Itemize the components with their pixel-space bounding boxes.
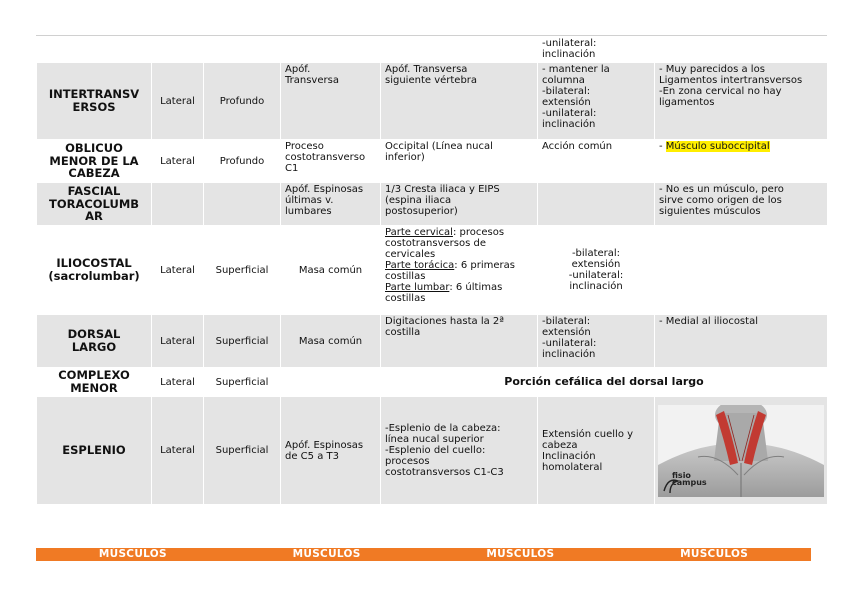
origen-line: Apóf. Espinosas: [285, 184, 364, 195]
origen-line: costotransverso: [285, 152, 366, 163]
notas-line: siguientes músculos: [659, 206, 761, 217]
accion-line: homolateral: [542, 461, 603, 473]
muscle-name: ILIOCOSTAL: [56, 256, 132, 271]
table-row: [37, 368, 828, 397]
muscle-name: CABEZA: [68, 166, 120, 181]
fisiocampus-logo: [672, 472, 707, 486]
origen-line: Transversa: [285, 75, 339, 86]
situacion-cell: Lateral: [152, 315, 204, 368]
notas-cell: [655, 140, 828, 183]
plano-cell: [204, 37, 281, 63]
muscle-name-cell: [37, 63, 152, 140]
insercion-line: inferior): [385, 152, 425, 163]
origen-line: últimas v.: [285, 195, 334, 206]
accion-line: -unilateral:: [542, 338, 597, 349]
insercion-cell: [381, 397, 538, 505]
muscle-name: (sacrolumbar): [48, 269, 140, 283]
insercion-part-text: : 6 primeras costillas: [385, 260, 515, 282]
plano-cell: Superficial: [204, 226, 281, 315]
footer-banner: [36, 548, 811, 561]
origen-cell: [281, 397, 381, 505]
insercion-line: Occipital (Línea nucal: [385, 141, 493, 152]
origen-cell: [281, 368, 381, 397]
plano-cell: [204, 183, 281, 226]
insercion-part-text: : procesos costotransversos de cervicales: [385, 227, 505, 260]
insercion-part-label: Parte cervical: [385, 227, 453, 238]
muscle-name-cell: [37, 183, 152, 226]
accion-line: inclinación: [542, 119, 596, 130]
footer-label: MÚSCULOS: [98, 548, 167, 560]
situacion-cell: Lateral: [152, 140, 204, 183]
muscles-table: [36, 36, 828, 505]
muscle-name: LARGO: [71, 340, 117, 354]
logo-line: campus: [672, 478, 707, 488]
muscle-name-cell: [37, 37, 152, 63]
origen-line: Apóf.: [285, 64, 311, 75]
notas-cell: [655, 226, 828, 315]
insercion-line: siguiente vértebra: [385, 75, 478, 86]
origen-cell: [281, 37, 381, 63]
accion-line: extensión: [542, 97, 591, 108]
muscle-name-cell: [37, 140, 152, 183]
splenius-anatomy-image: [658, 405, 824, 497]
muscle-name: MENOR DE LA: [49, 153, 139, 168]
insercion-cell: [381, 37, 538, 63]
notas-line: Ligamentos intertransversos: [659, 75, 803, 86]
accion-line: Inclinación: [542, 450, 596, 462]
situacion-cell: [152, 183, 204, 226]
footer-label: MÚSCULOS: [680, 548, 749, 560]
accion-line: -bilateral:: [542, 316, 591, 327]
accion-cell: [538, 397, 655, 505]
accion-line: inclinación: [569, 281, 623, 292]
notas-line: sirve como origen de los: [659, 195, 782, 206]
insercion-part-label: Parte lumbar: [385, 282, 450, 293]
muscle-name: INTERTRANSV: [48, 87, 140, 102]
insercion-cell: [381, 315, 538, 368]
footer-label: MÚSCULOS: [292, 548, 361, 560]
logo-line: fisio: [672, 471, 691, 481]
notas-line: - Muy parecidos a los: [659, 64, 765, 75]
muscle-name-cell: [37, 315, 152, 368]
accion-line: - mantener la: [542, 64, 610, 75]
notas-cell: [655, 397, 828, 505]
insercion-line: (espina iliaca: [385, 195, 452, 206]
plano-cell: Superficial: [204, 397, 281, 505]
muscle-name: FASCIAL: [67, 183, 121, 198]
insercion-cell: [381, 226, 538, 315]
origen-cell: [281, 63, 381, 140]
accion-line: inclinación: [542, 49, 596, 60]
accion-line: columna: [542, 75, 585, 86]
insercion-line: costilla: [385, 327, 421, 338]
plano-cell: Superficial: [204, 315, 281, 368]
notas-line: - No es un músculo, pero: [659, 184, 784, 195]
insercion-line: costotransversos C1-C3: [385, 467, 504, 478]
notas-line: -En zona cervical no hay: [659, 86, 782, 97]
situacion-cell: Lateral: [152, 63, 204, 140]
insercion-line: Digitaciones hasta la 2ª: [385, 316, 504, 327]
insercion-line: -Esplenio del cuello:: [385, 445, 486, 456]
accion-line: inclinación: [542, 349, 596, 360]
accion-line: -bilateral:: [542, 86, 591, 97]
muscle-name: OBLICUO: [65, 140, 123, 155]
origen-cell: [281, 183, 381, 226]
insercion-line: postosuperior): [385, 206, 458, 217]
notas-cell: [655, 183, 828, 226]
origen-cell: [281, 140, 381, 183]
origen-line: lumbares: [285, 206, 332, 217]
accion-line: -unilateral:: [542, 108, 597, 119]
muscle-name: AR: [85, 209, 103, 224]
notas-cell: [655, 63, 828, 140]
insercion-cell: [381, 183, 538, 226]
accion-cell: [538, 226, 655, 315]
insercion-line: línea nucal superior: [385, 434, 484, 445]
accion-cell: [538, 63, 655, 140]
table-row: [37, 397, 828, 505]
muscle-name-cell: [37, 368, 152, 397]
plano-cell: Profundo: [204, 63, 281, 140]
footer-label: MÚSCULOS: [486, 548, 555, 560]
insercion-part-text: : 6 últimas costillas: [385, 282, 503, 304]
accion-line: extensión: [542, 327, 591, 338]
table-row: [37, 140, 828, 183]
merged-description-cell: Porción cefálica del dorsal largo: [381, 368, 828, 397]
accion-line: -unilateral:: [568, 270, 624, 281]
origen-line: C1: [285, 163, 299, 174]
table-row: [37, 315, 828, 368]
accion-line: cabeza: [542, 439, 578, 451]
insercion-line: procesos: [385, 456, 430, 467]
notas-cell: [655, 37, 828, 63]
table-row: [37, 226, 828, 315]
origen-cell: Masa común: [281, 226, 381, 315]
accion-cell: Acción común: [538, 140, 655, 183]
table-row: [37, 63, 828, 140]
situacion-cell: Lateral: [152, 397, 204, 505]
insercion-line: 1/3 Cresta iliaca y EIPS: [385, 184, 500, 195]
muscle-name: DORSAL: [67, 327, 121, 342]
muscle-name-cell: [37, 226, 152, 315]
accion-line: Extensión cuello y: [542, 428, 634, 440]
origen-cell: Masa común: [281, 315, 381, 368]
situacion-cell: [152, 37, 204, 63]
muscle-name: COMPLEXO: [58, 368, 130, 383]
notas-line: ligamentos: [659, 97, 715, 108]
notas-cell: - Medial al iliocostal: [655, 315, 828, 368]
accion-line: -bilateral:: [571, 248, 621, 259]
situacion-cell: Lateral: [152, 368, 204, 397]
muscle-name: ERSOS: [72, 100, 116, 114]
plano-cell: Superficial: [204, 368, 281, 397]
notas-prefix: -: [659, 141, 666, 152]
insercion-cell: [381, 63, 538, 140]
origen-line: Proceso: [285, 141, 324, 152]
accion-cell: [538, 315, 655, 368]
accion-cell: [538, 37, 655, 63]
accion-line: extensión: [571, 259, 621, 270]
plano-cell: Profundo: [204, 140, 281, 183]
insercion-line: -Esplenio de la cabeza:: [385, 423, 501, 434]
origen-line: Apóf. Espinosas: [285, 439, 364, 451]
insercion-cell: [381, 140, 538, 183]
accion-cell: [538, 183, 655, 226]
muscle-name-cell: ESPLENIO: [37, 397, 152, 505]
origen-line: de C5 a T3: [285, 450, 339, 462]
muscle-name: TORACOLUMB: [48, 196, 140, 211]
muscle-name: MENOR: [70, 381, 118, 395]
insercion-line: Apóf. Transversa: [385, 64, 468, 75]
table-row: [37, 37, 828, 63]
table-row: [37, 183, 828, 226]
highlighted-note: Músculo suboccipital: [665, 141, 770, 152]
insercion-part-label: Parte torácica: [385, 260, 455, 271]
situacion-cell: Lateral: [152, 226, 204, 315]
accion-line: -unilateral:: [542, 38, 597, 49]
